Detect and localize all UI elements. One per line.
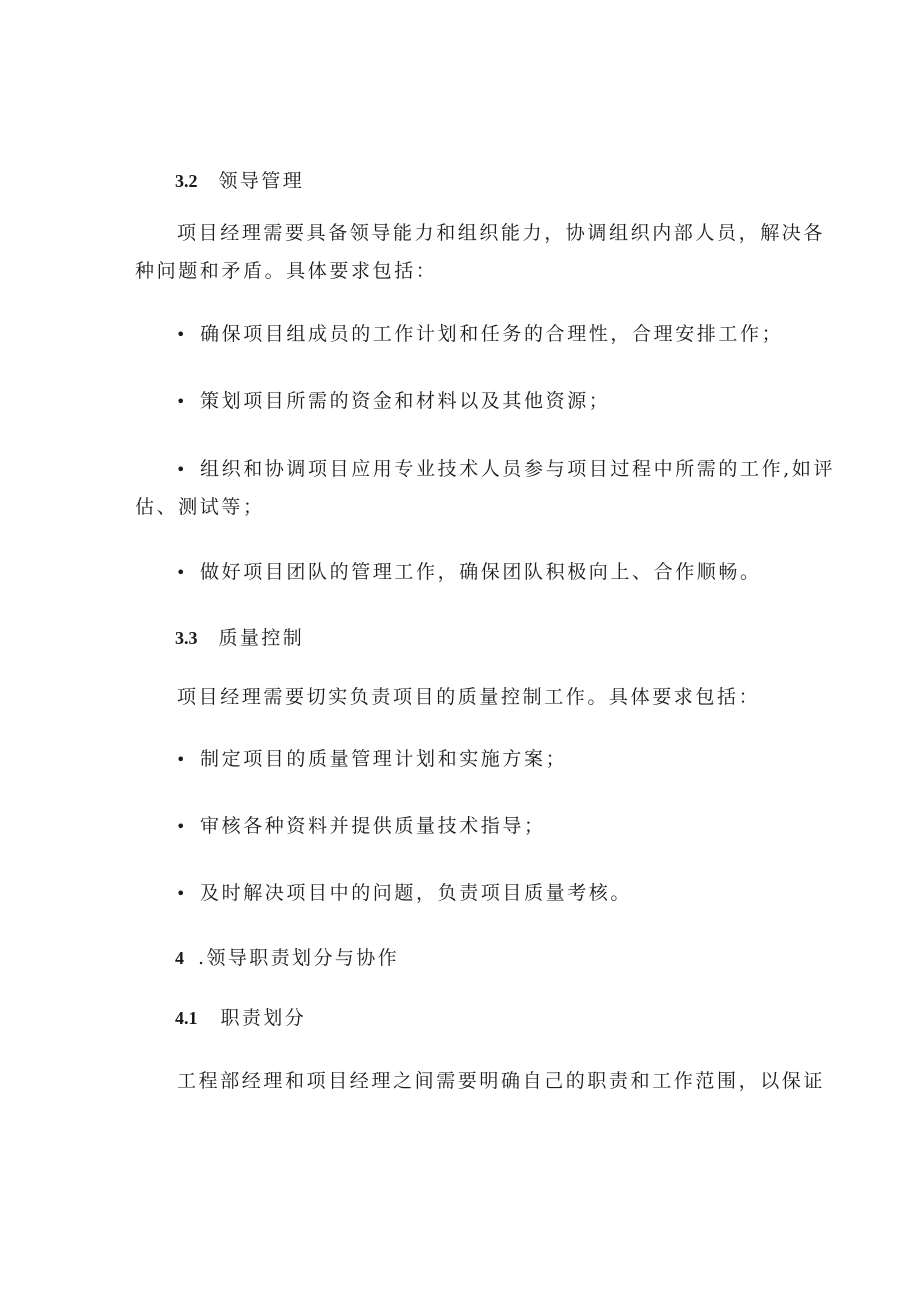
list-item-text: 做好项目团队的管理工作，确保团队积极向上、合作顺畅。: [200, 561, 762, 583]
section-heading-4-1: [175, 1004, 306, 1032]
section-number: 3.3: [175, 628, 198, 648]
section-title: 领导管理: [218, 170, 305, 192]
bullet-icon: •: [176, 392, 186, 411]
paragraph-line: 项目经理需要具备领导能力和组织能力，协调组织内部人员，解决各: [177, 222, 826, 244]
list-item: [176, 558, 762, 587]
paragraph-line: 工程部经理和项目经理之间需要明确自己的职责和工作范围，以保证: [177, 1070, 826, 1092]
section-title: .领导职责划分与协作: [198, 947, 400, 969]
paragraph-line: 种问题和矛盾。具体要求包括：: [135, 260, 438, 282]
list-item-text: 审核各种资料并提供质量技术指导；: [200, 815, 546, 837]
list-item: [176, 745, 567, 774]
section-number: 4.1: [175, 1008, 198, 1028]
section-heading-3-2: [175, 167, 304, 195]
bullet-icon: •: [176, 884, 186, 903]
bullet-icon: •: [176, 325, 186, 344]
list-item-continuation: 估、测试等；: [135, 496, 265, 518]
list-item-text: 组织和协调项目应用专业技术人员参与项目过程中所需的工作,如评: [200, 458, 836, 480]
list-item-text: 策划项目所需的资金和材料以及其他资源；: [200, 390, 611, 412]
bullet-icon: •: [176, 750, 186, 769]
section-number: 3.2: [175, 171, 198, 191]
list-item-text: 制定项目的质量管理计划和实施方案；: [200, 748, 568, 770]
section-heading-4: [175, 944, 399, 972]
section-number: 4: [175, 948, 184, 968]
bullet-icon: •: [176, 563, 186, 582]
list-item: [176, 320, 783, 349]
list-item: [176, 879, 632, 908]
section-title: 质量控制: [218, 627, 305, 649]
paragraph-line: 项目经理需要切实负责项目的质量控制工作。具体要求包括：: [177, 686, 761, 708]
list-item: [176, 812, 546, 841]
list-item-text: 确保项目组成员的工作计划和任务的合理性，合理安排工作；: [200, 323, 784, 345]
bullet-icon: •: [176, 460, 186, 479]
list-item: [176, 387, 610, 416]
list-item: [176, 455, 835, 484]
bullet-icon: •: [176, 817, 186, 836]
list-item-text: 及时解决项目中的问题，负责项目质量考核。: [200, 882, 633, 904]
section-title: 职责划分: [220, 1007, 307, 1029]
section-heading-3-3: [175, 624, 304, 652]
